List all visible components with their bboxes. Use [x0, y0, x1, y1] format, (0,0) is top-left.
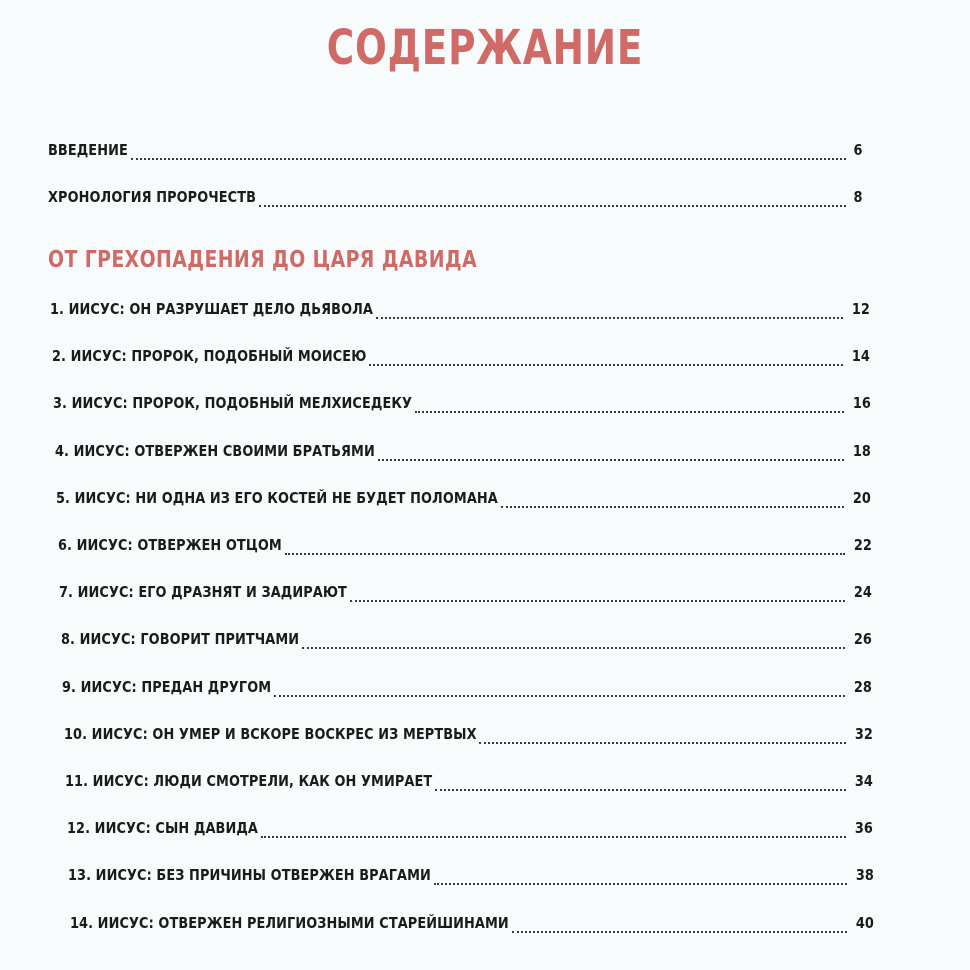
toc-entry-label: ВВЕДЕНИЕ: [48, 141, 128, 159]
toc-entry: [67, 819, 873, 843]
dot-leader: [434, 883, 847, 885]
toc-entry: [68, 866, 874, 890]
dot-leader: [285, 553, 845, 555]
dot-leader: [302, 647, 845, 649]
toc-entry-page-number: 16: [853, 394, 871, 412]
toc-entry-label: 12. ИИСУС: СЫН ДАВИДА: [67, 819, 258, 837]
dot-leader: [369, 364, 843, 366]
dot-leader: [350, 600, 845, 602]
toc-entry-page-number: 26: [854, 630, 872, 648]
toc-entry: [64, 725, 873, 749]
toc-entry: [59, 583, 872, 607]
toc-entry-page-number: 8: [853, 188, 862, 206]
section-heading: ОТ ГРЕХОПАДЕНИЯ ДО ЦАРЯ ДАВИДА: [48, 247, 478, 273]
dot-leader: [479, 742, 846, 744]
toc-entry: [48, 188, 862, 212]
dot-leader: [435, 789, 846, 791]
toc-entry: [70, 914, 874, 938]
toc-entry-label: 14. ИИСУС: ОТВЕРЖЕН РЕЛИГИОЗНЫМИ СТАРЕЙШИНАМИ: [70, 914, 509, 932]
dot-leader: [259, 205, 846, 207]
dot-leader: [501, 506, 844, 508]
toc-entry: [52, 347, 870, 371]
toc-entry-page-number: 40: [856, 914, 874, 932]
toc-entry: [61, 630, 872, 654]
toc-entry-page-number: 18: [853, 442, 871, 460]
toc-entry-label: 13. ИИСУС: БЕЗ ПРИЧИНЫ ОТВЕРЖЕН ВРАГАМИ: [68, 866, 431, 884]
toc-entry-label: 2. ИИСУС: ПРОРОК, ПОДОБНЫЙ МОИСЕЮ: [52, 347, 367, 365]
toc-entry-label: 1. ИИСУС: ОН РАЗРУШАЕТ ДЕЛО ДЬЯВОЛА: [50, 300, 374, 318]
dot-leader: [415, 411, 844, 413]
toc-entry-label: 10. ИИСУС: ОН УМЕР И ВСКОРЕ ВОСКРЕС ИЗ МЕРТВЫХ: [64, 725, 477, 743]
toc-entry-label: 8. ИИСУС: ГОВОРИТ ПРИТЧАМИ: [61, 630, 300, 648]
toc-entry-page-number: 12: [852, 300, 870, 318]
toc-entry: [58, 536, 872, 560]
toc-entry-page-number: 34: [855, 772, 873, 790]
toc-entry-label: 9. ИИСУС: ПРЕДАН ДРУГОМ: [62, 678, 272, 696]
toc-entry: [62, 678, 872, 702]
toc-entry-label: 11. ИИСУС: ЛЮДИ СМОТРЕЛИ, КАК ОН УМИРАЕТ: [65, 772, 433, 790]
toc-entry-label: ХРОНОЛОГИЯ ПРОРОЧЕСТВ: [48, 188, 257, 206]
toc-entry-page-number: 14: [852, 347, 870, 365]
toc-entry-page-number: 20: [853, 489, 871, 507]
toc-entry: [55, 442, 871, 466]
toc-entry-label: 3. ИИСУС: ПРОРОК, ПОДОБНЫЙ МЕЛХИСЕДЕКУ: [53, 394, 413, 412]
toc-entry-page-number: 6: [853, 141, 862, 159]
toc-entry: [65, 772, 873, 796]
toc-entry: [53, 394, 871, 418]
toc-entry-label: 5. ИИСУС: НИ ОДНА ИЗ ЕГО КОСТЕЙ НЕ БУДЕТ ПОЛОМАНА: [56, 489, 498, 507]
dot-leader: [376, 317, 844, 319]
toc-entry-label: 4. ИИСУС: ОТВЕРЖЕН СВОИМИ БРАТЬЯМИ: [55, 442, 375, 460]
dot-leader: [261, 836, 846, 838]
toc-entry: [50, 300, 870, 324]
toc-entry: [56, 489, 871, 513]
toc-entry-page-number: 32: [855, 725, 873, 743]
toc-entry-page-number: 24: [854, 583, 872, 601]
toc-entry-page-number: 28: [854, 678, 872, 696]
dot-leader: [512, 931, 847, 933]
toc-entry-label: 7. ИИСУС: ЕГО ДРАЗНЯТ И ЗАДИРАЮТ: [59, 583, 347, 601]
toc-entry-page-number: 36: [855, 819, 873, 837]
dot-leader: [274, 695, 845, 697]
toc-entry-label: 6. ИИСУС: ОТВЕРЖЕН ОТЦОМ: [58, 536, 282, 554]
toc-entry-page-number: 22: [854, 536, 872, 554]
toc-entry: [48, 141, 862, 165]
toc-entry-page-number: 38: [856, 866, 874, 884]
dot-leader: [131, 158, 846, 160]
dot-leader: [378, 459, 844, 461]
page-title: СОДЕРЖАНИЕ: [326, 20, 644, 76]
